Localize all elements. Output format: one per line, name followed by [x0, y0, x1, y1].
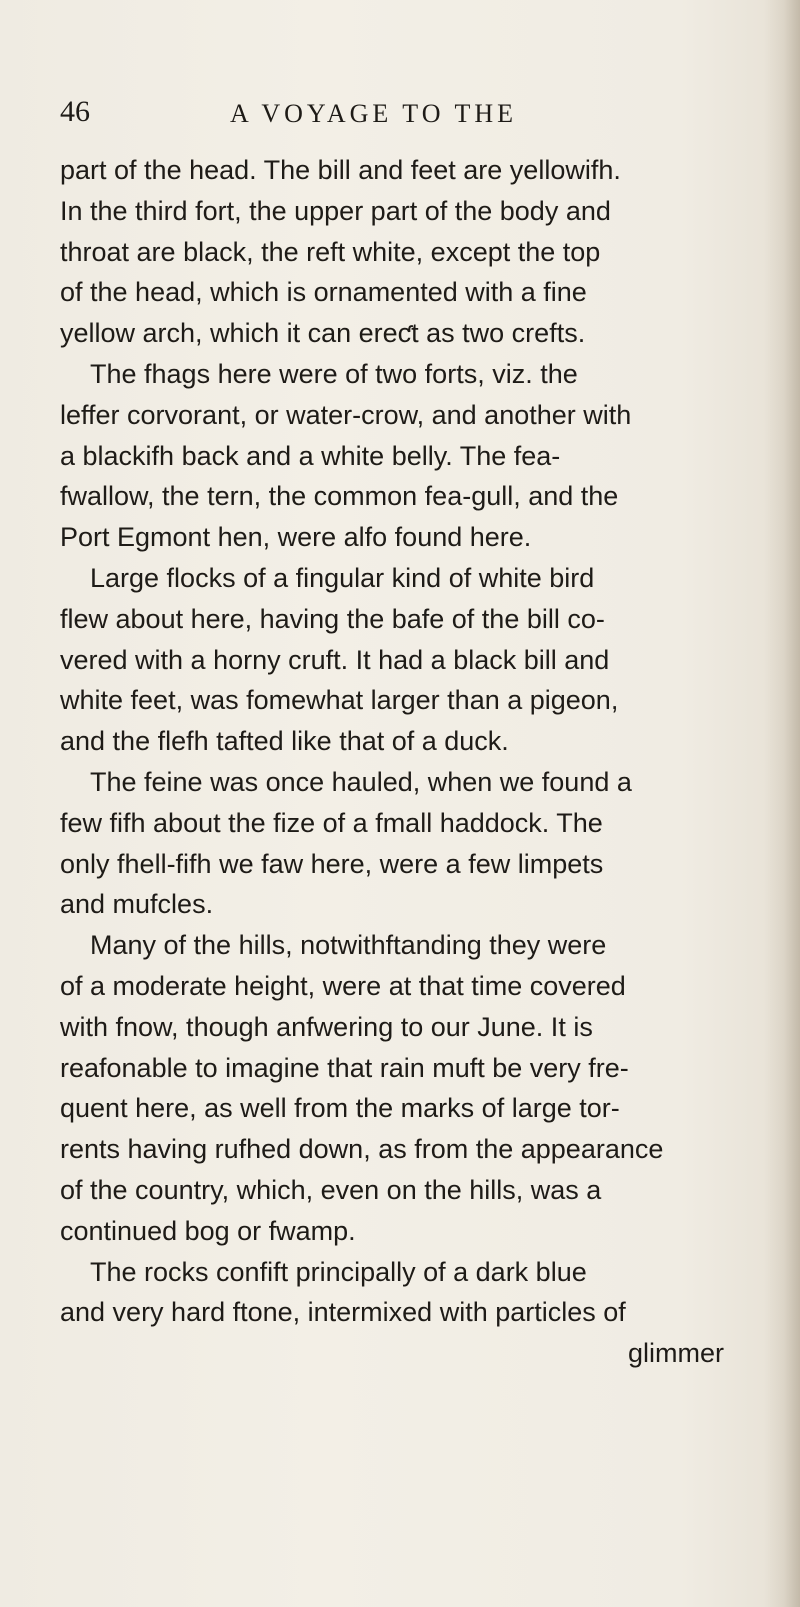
text-line: Large flocks of a fingular kind of white bird	[90, 562, 595, 593]
text-line: The feine was once hauled, when we found a	[90, 766, 632, 797]
text-line: vered with a horny cruft. It had a black bill and	[60, 644, 610, 675]
text-line: continued bog or fwamp.	[60, 1215, 356, 1246]
text-line: reafonable to imagine that rain muft be very fre-	[60, 1052, 629, 1083]
text-line: white feet, was fomewhat larger than a pigeon,	[60, 685, 619, 716]
text-line: and the flefh tafted like that of a duck.	[60, 726, 509, 757]
text-line: Port Egmont hen, were alfo found here.	[60, 522, 532, 553]
running-head	[60, 95, 760, 145]
page-number: 46	[60, 95, 90, 128]
body-text	[60, 150, 760, 1374]
text-line: few fifh about the fize of a fmall haddock. The	[60, 807, 603, 838]
text-line: of the head, which is ornamented with a fine	[60, 277, 587, 308]
text-line: The fhags here were of two forts, viz. the	[90, 358, 578, 389]
text-line: quent here, as well from the marks of large tor-	[60, 1093, 620, 1124]
text-line: only fhell-fifh we faw here, were a few limpets	[60, 848, 604, 879]
text-line: rents having rufhed down, as from the appearance	[60, 1134, 664, 1165]
text-line: of the country, which, even on the hills, was a	[60, 1174, 602, 1205]
text-line: throat are black, the reft white, except the top	[60, 236, 601, 267]
text-line: flew about here, having the bafe of the bill co-	[60, 603, 605, 634]
text-line: part of the head. The bill and feet are yellowifh.	[60, 155, 621, 185]
text-line: yellow arch, which it can ereƈt as two crefts.	[60, 318, 586, 349]
text-line: of a moderate height, were at that time covered	[60, 970, 626, 1001]
text-line: a blackifh back and a white belly. The fea-	[60, 440, 561, 471]
running-title: A VOYAGE TO THE	[230, 99, 518, 128]
page-gutter-shadow	[764, 0, 800, 1607]
catchword: glimmer	[627, 1338, 724, 1369]
text-line: fwallow, the tern, the common fea-gull, and the	[60, 481, 619, 512]
text-line: In the third fort, the upper part of the body and	[60, 195, 611, 226]
text-line: and very hard ftone, intermixed with particles of	[60, 1297, 626, 1328]
text-line: leffer corvorant, or water-crow, and another with	[60, 399, 632, 430]
text-line: and mufcles.	[60, 889, 214, 920]
text-line: Many of the hills, notwithftanding they were	[90, 930, 607, 961]
text-line: with fnow, though anfwering to our June. It is	[60, 1011, 593, 1042]
text-line: The rocks confift principally of a dark blue	[90, 1256, 587, 1287]
